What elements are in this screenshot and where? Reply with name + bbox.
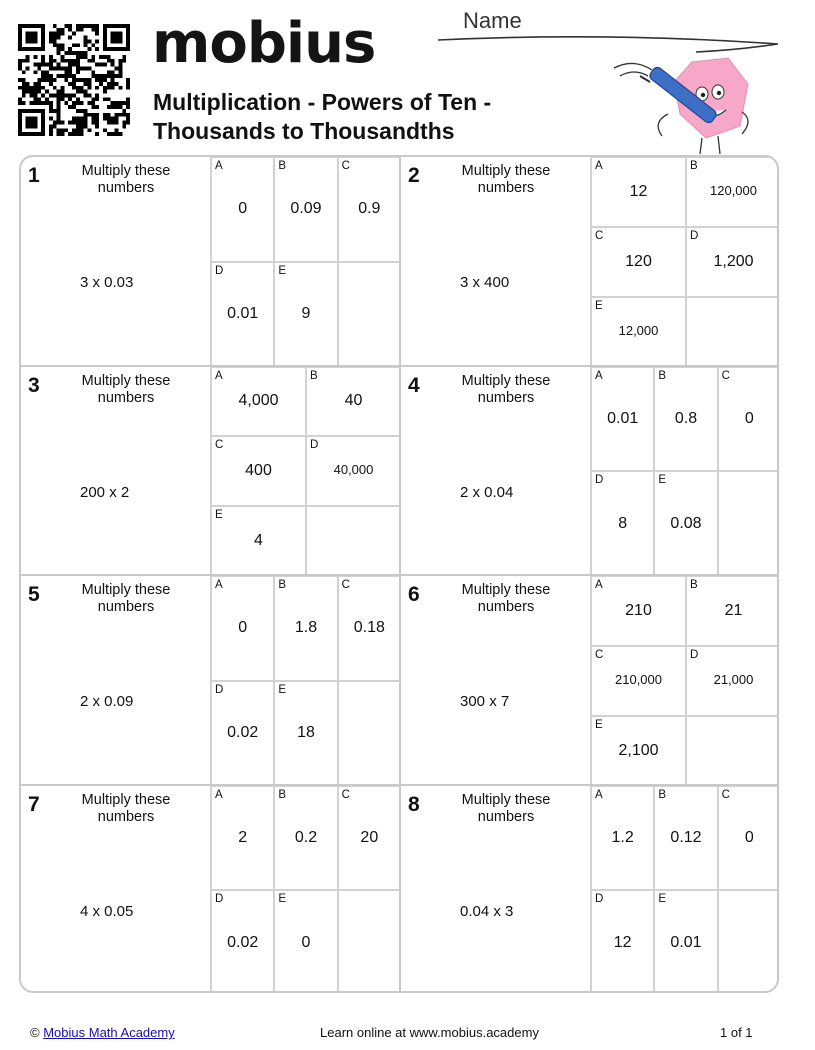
- problem-number: 4: [408, 373, 420, 397]
- answer-choice-a[interactable]: [590, 575, 685, 645]
- empty-answer-cell: [337, 889, 400, 993]
- problem-6: [400, 575, 779, 785]
- answer-choice-e[interactable]: [273, 680, 336, 785]
- answer-letter: D: [690, 648, 699, 661]
- answer-value: 21: [724, 601, 743, 619]
- problem-8: [400, 785, 779, 994]
- answer-value: 40: [344, 392, 363, 410]
- answer-value: 0.02: [227, 724, 259, 742]
- answer-value: 0: [238, 619, 248, 637]
- answer-value: 21,000: [713, 671, 754, 687]
- problem-prompt: Multiply these numbers: [461, 163, 551, 196]
- answer-letter: D: [310, 439, 319, 452]
- answer-letter: B: [690, 579, 698, 591]
- name-label: Name: [463, 8, 522, 33]
- row-divider: [21, 365, 777, 367]
- answer-letter: E: [278, 264, 286, 277]
- answer-value: 12: [613, 933, 632, 951]
- problem-3: [20, 366, 400, 576]
- answer-letter: B: [278, 579, 286, 591]
- problem-2: [400, 156, 779, 366]
- problem-number: 5: [28, 583, 40, 606]
- answer-value: 0.2: [294, 828, 318, 846]
- problem-question: 4 x 0.05: [80, 902, 134, 920]
- empty-answer-cell: [337, 680, 400, 785]
- answer-choice-d[interactable]: [685, 645, 779, 715]
- answer-value: 9: [301, 305, 311, 323]
- answer-value: 0: [238, 200, 248, 218]
- copyright-symbol: ©: [30, 1025, 40, 1040]
- problem-question: 3 x 400: [460, 274, 510, 291]
- answer-choice-b[interactable]: [273, 156, 336, 261]
- answer-value: 0: [744, 409, 754, 427]
- answer-value: 4: [254, 532, 263, 550]
- problem-question: 2 x 0.04: [460, 483, 514, 501]
- answer-choice-a[interactable]: [590, 366, 653, 471]
- answer-value: 0.01: [670, 933, 702, 951]
- footer-copyright: [30, 1025, 175, 1040]
- title-line-1: Multiplication - Powers of Ten -: [153, 89, 492, 115]
- answer-letter: E: [278, 893, 286, 906]
- problem-number: 2: [408, 164, 420, 187]
- answer-letter: D: [595, 893, 604, 906]
- answer-value: 1.8: [294, 619, 318, 637]
- answer-choice-e[interactable]: [273, 889, 336, 993]
- answer-letter: A: [595, 369, 603, 382]
- answer-choice-b[interactable]: [653, 785, 716, 890]
- answer-choice-a[interactable]: [210, 366, 305, 436]
- answer-letter: A: [215, 579, 223, 591]
- answer-value: 1.2: [611, 828, 634, 846]
- answer-value: 2,100: [618, 741, 659, 759]
- answer-choice-b[interactable]: [305, 366, 400, 436]
- answer-letter: A: [595, 579, 603, 591]
- problem-number: 8: [408, 792, 420, 816]
- answer-letter: C: [721, 369, 730, 382]
- problem-prompt: Multiply these numbers: [461, 791, 551, 825]
- problem-prompt: Multiply these numbers: [81, 163, 171, 196]
- answer-value: 12: [629, 182, 648, 200]
- answer-letter: E: [658, 474, 666, 487]
- answer-value: 0.8: [674, 409, 698, 427]
- answer-value: 1,200: [713, 252, 754, 270]
- problem-question: 0.04 x 3: [460, 902, 514, 920]
- answer-letter: E: [658, 893, 666, 906]
- problem-1: [20, 156, 400, 366]
- answer-letter: E: [278, 683, 286, 696]
- answer-choice-b[interactable]: [685, 156, 779, 226]
- title-line-2: Thousands to Thousandths: [153, 118, 455, 144]
- problem-grid: [19, 155, 779, 993]
- answer-value: 210,000: [615, 671, 662, 687]
- answer-letter: C: [721, 788, 730, 801]
- problem-4: [400, 366, 779, 576]
- answer-letter: C: [341, 160, 350, 172]
- answer-letter: B: [278, 160, 286, 172]
- answer-choice-b[interactable]: [273, 785, 336, 890]
- problem-7: [20, 785, 400, 994]
- answer-letter: A: [595, 160, 603, 172]
- answer-letter: B: [278, 788, 286, 801]
- answer-value: 8: [618, 514, 628, 532]
- answer-letter: C: [341, 788, 350, 801]
- problem-question: 3 x 0.03: [80, 274, 134, 291]
- footer-center-text: Learn online at www.mobius.academy: [320, 1025, 539, 1040]
- empty-answer-cell: [717, 889, 779, 993]
- answer-letter: D: [215, 893, 224, 906]
- answer-letter: C: [215, 439, 224, 452]
- answer-value: 0.02: [227, 933, 259, 951]
- answer-value: 4,000: [238, 392, 279, 410]
- answer-choice-b[interactable]: [685, 575, 779, 645]
- answer-choice-c[interactable]: [210, 435, 305, 505]
- problem-prompt: Multiply these numbers: [81, 791, 171, 825]
- answer-value: 0.09: [290, 200, 322, 218]
- problem-prompt: Multiply these numbers: [81, 372, 171, 406]
- problem-prompt: Multiply these numbers: [81, 582, 171, 615]
- answer-choice-a[interactable]: [590, 156, 685, 226]
- answer-choice-e[interactable]: [590, 296, 685, 366]
- answer-choice-d[interactable]: [590, 470, 653, 575]
- answer-choice-c[interactable]: [717, 785, 779, 890]
- answer-letter: B: [658, 369, 666, 382]
- answer-choice-c[interactable]: [337, 156, 400, 261]
- answer-letter: D: [690, 229, 699, 242]
- empty-answer-cell: [685, 296, 779, 366]
- empty-answer-cell: [685, 715, 779, 785]
- answer-value: 120: [625, 252, 652, 270]
- answer-letter: D: [215, 683, 224, 696]
- answer-letter: E: [215, 509, 223, 522]
- answer-choice-d[interactable]: [210, 261, 273, 366]
- answer-choice-d[interactable]: [210, 889, 273, 993]
- answer-choice-c[interactable]: [590, 226, 685, 296]
- answer-letter: C: [595, 648, 604, 661]
- answer-choice-b[interactable]: [273, 575, 336, 680]
- answer-value: 0.08: [670, 514, 702, 532]
- answer-letter: C: [595, 229, 604, 242]
- answer-choice-e[interactable]: [653, 889, 716, 993]
- answer-value: 0.01: [227, 305, 259, 323]
- answer-letter: A: [215, 160, 223, 172]
- answer-choice-d[interactable]: [590, 889, 653, 993]
- answer-choice-d[interactable]: [210, 680, 273, 785]
- answer-choice-c[interactable]: [717, 366, 779, 471]
- problem-question: 300 x 7: [460, 693, 510, 710]
- answer-choice-c[interactable]: [337, 785, 400, 890]
- answer-choice-c[interactable]: [590, 645, 685, 715]
- answer-letter: C: [341, 579, 350, 591]
- answer-value: 0: [301, 933, 311, 951]
- answer-value: 400: [245, 462, 272, 480]
- answer-value: 0.9: [358, 200, 381, 218]
- answer-letter: A: [215, 788, 223, 801]
- problem-number: 1: [28, 164, 40, 187]
- problem-5: [20, 575, 400, 785]
- answer-letter: E: [595, 718, 603, 731]
- answer-letter: E: [595, 299, 603, 312]
- answer-choice-d[interactable]: [685, 226, 779, 296]
- answer-value: 0.01: [607, 409, 639, 427]
- page-number: 1 of 1: [720, 1025, 753, 1040]
- mobius-academy-link[interactable]: Mobius Math Academy: [43, 1025, 175, 1040]
- worksheet-title: [153, 88, 573, 146]
- mascot-illustration: [610, 54, 760, 162]
- empty-answer-cell: [305, 505, 400, 575]
- answer-value: 18: [297, 724, 315, 742]
- answer-choice-a[interactable]: [210, 575, 273, 680]
- problem-prompt: Multiply these numbers: [461, 582, 551, 615]
- answer-letter: D: [595, 474, 604, 487]
- answer-letter: A: [595, 788, 603, 801]
- answer-choice-d[interactable]: [305, 435, 400, 505]
- problem-prompt: Multiply these numbers: [461, 372, 551, 406]
- problem-number: 6: [408, 583, 420, 606]
- answer-value: 40,000: [333, 462, 374, 478]
- answer-choice-e[interactable]: [653, 470, 716, 575]
- answer-letter: D: [215, 264, 224, 277]
- answer-letter: B: [310, 369, 318, 382]
- answer-value: 0: [744, 828, 754, 846]
- answer-choice-e[interactable]: [210, 505, 305, 575]
- answer-choice-a[interactable]: [590, 785, 653, 890]
- answer-choice-e[interactable]: [273, 261, 336, 366]
- answer-value: 0.12: [670, 828, 702, 846]
- empty-answer-cell: [717, 470, 779, 575]
- problem-number: 3: [28, 373, 40, 397]
- answer-choice-b[interactable]: [653, 366, 716, 471]
- row-divider: [21, 574, 777, 576]
- answer-choice-a[interactable]: [210, 156, 273, 261]
- answer-letter: B: [658, 788, 666, 801]
- empty-answer-cell: [337, 261, 400, 366]
- answer-value: 2: [238, 828, 248, 846]
- problem-question: 2 x 0.09: [80, 693, 134, 710]
- answer-value: 210: [625, 601, 652, 619]
- problem-question: 200 x 2: [80, 483, 130, 501]
- row-divider: [21, 784, 777, 786]
- answer-value: 12,000: [618, 322, 659, 338]
- answer-letter: A: [215, 369, 223, 382]
- problem-number: 7: [28, 792, 40, 816]
- answer-choice-e[interactable]: [590, 715, 685, 785]
- mobius-logo: mobius: [152, 11, 376, 76]
- answer-value: 20: [360, 828, 379, 846]
- answer-value: 120,000: [710, 182, 757, 198]
- answer-value: 0.18: [353, 619, 385, 637]
- answer-letter: B: [690, 160, 698, 172]
- qr-code: [18, 24, 130, 136]
- answer-choice-c[interactable]: [337, 575, 400, 680]
- answer-choice-a[interactable]: [210, 785, 273, 890]
